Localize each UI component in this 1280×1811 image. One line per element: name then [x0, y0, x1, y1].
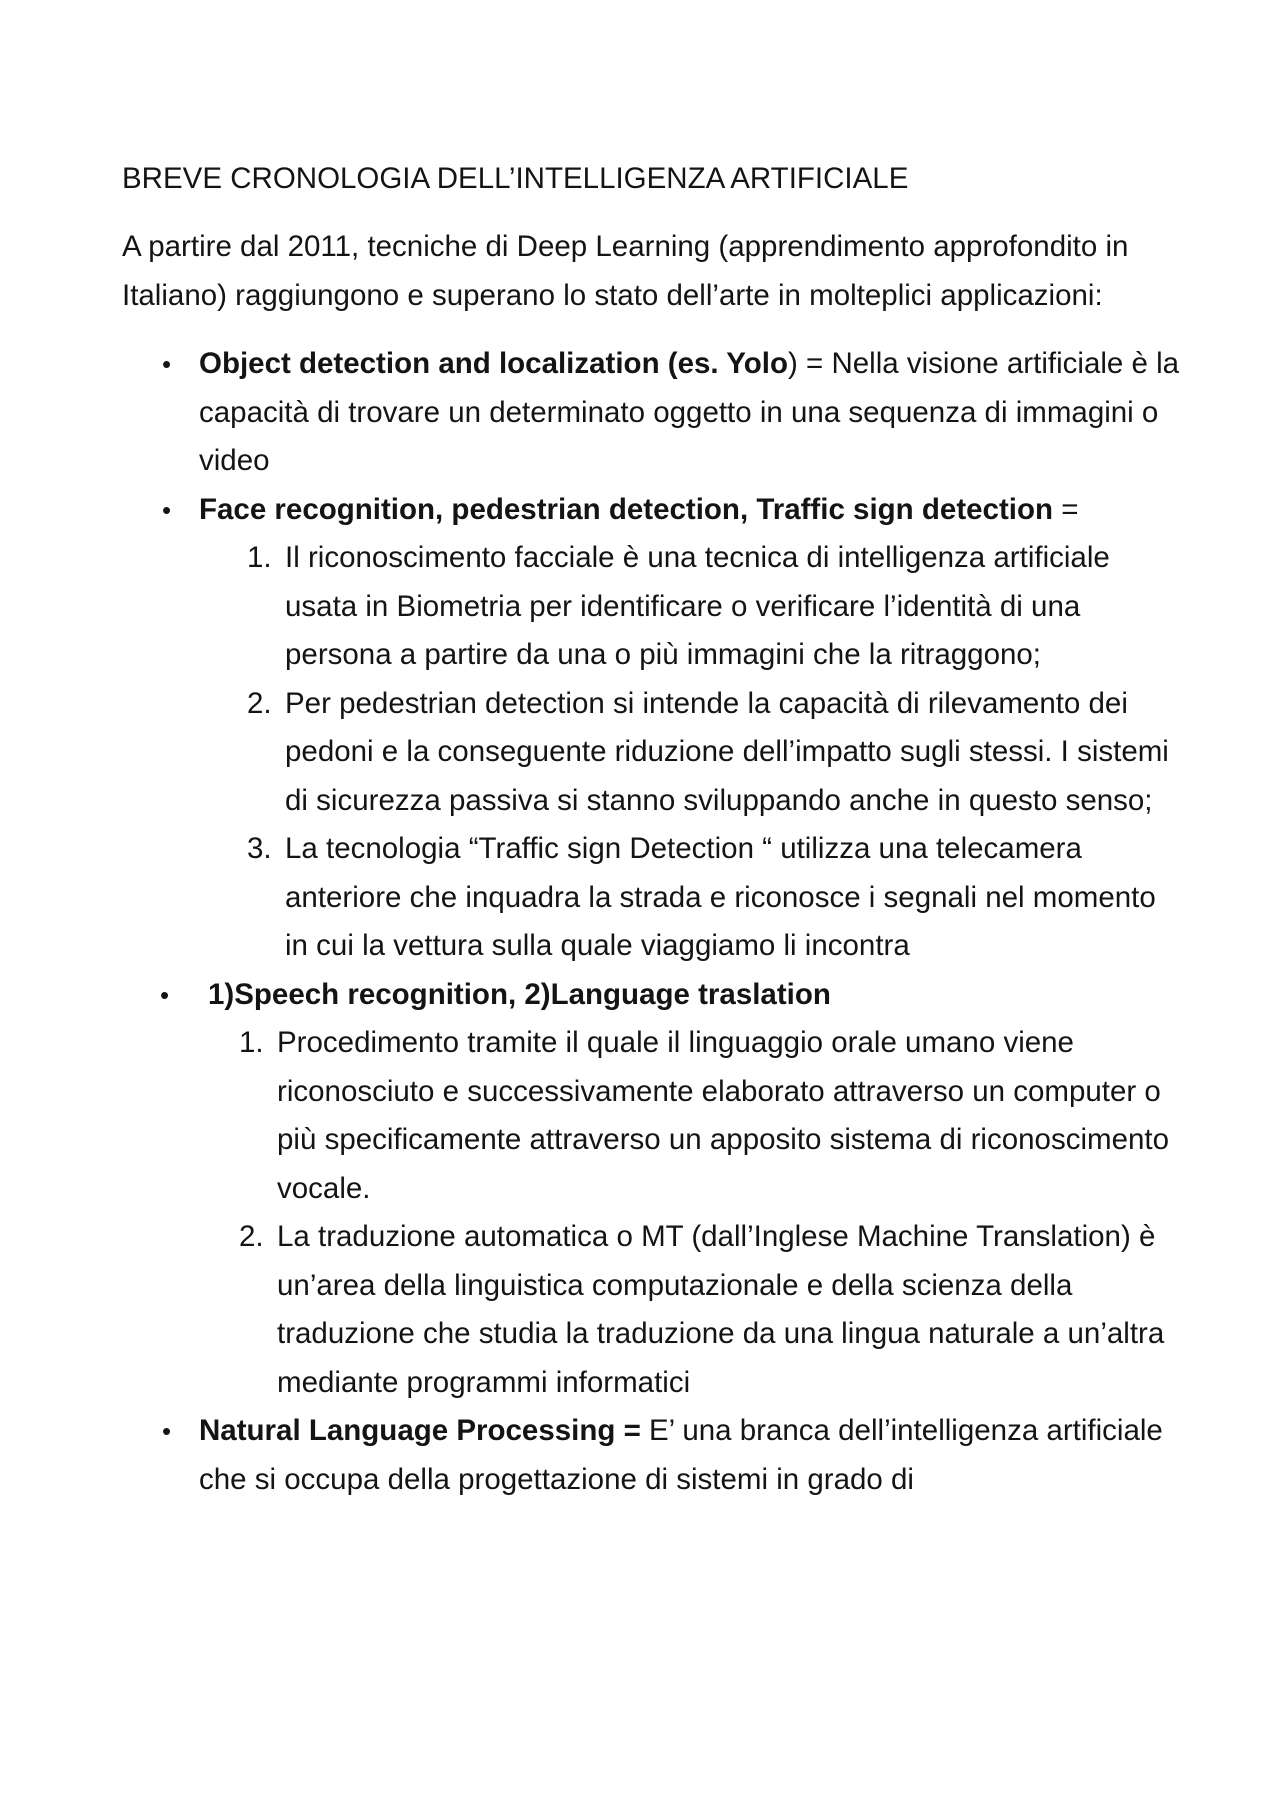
bullet-heading: Face recognition, pedestrian detection, Traffic sign detection: [199, 492, 1054, 526]
bullet-item-speech-recognition: [122, 971, 1182, 1408]
numbered-item: [199, 1019, 1182, 1213]
item-number: 3.: [247, 832, 272, 865]
bullet-text: =: [1053, 492, 1079, 526]
bullet-icon: •: [162, 1416, 172, 1446]
numbered-item: [199, 680, 1182, 826]
numbered-item: [199, 1213, 1182, 1407]
bullet-text: E’ una branca dell’intelligenza artificiale che si occupa della progettazione di sistemi in grado di: [199, 1414, 1163, 1496]
item-text: Per pedestrian detection si intende la capacità di rilevamento dei pedoni e la conseguente riduzione dell’impatto sugli stessi. I sistemi di sicurezza passiva si stanno sviluppando anche in questo senso;: [285, 686, 1169, 817]
bullet-item-object-detection: [122, 340, 1182, 486]
bullet-icon: •: [162, 494, 172, 525]
intro-paragraph: A partire dal 2011, tecniche di Deep Learning (apprendimento approfondito in Italiano) raggiungono e superano lo stato dell’arte in molteplici applicazioni:: [122, 230, 1129, 312]
bullet-text: ) = Nella visione artificiale è la capacità di trovare un determinato oggetto in una sequenza di immagini o video: [199, 347, 1180, 477]
item-number: 2.: [239, 1220, 264, 1253]
bullet-heading: Natural Language Processing =: [199, 1414, 641, 1447]
bullet-item-nlp: [122, 1407, 1182, 1504]
item-number: 1.: [239, 1026, 264, 1059]
item-number: 2.: [247, 686, 272, 720]
item-text: Procedimento tramite il quale il linguaggio orale umano viene riconosciuto e successivamente elaborato attraverso un computer o più specificamente attraverso un apposito sistema di riconoscimento vocale.: [277, 1026, 1170, 1205]
numbered-item: [199, 534, 1182, 680]
numbered-list: [199, 1019, 1182, 1407]
document-title: BREVE CRONOLOGIA DELL’INTELLIGENZA ARTIFICIALE: [122, 162, 909, 195]
item-number: 1.: [247, 541, 272, 574]
bullet-icon: •: [162, 349, 172, 379]
bullet-heading: Object detection and localization (es. Yolo: [199, 347, 789, 380]
bullet-icon: •: [160, 979, 170, 1010]
bullet-heading: 1)Speech recognition, 2)Language traslation: [208, 977, 831, 1011]
item-text: La tecnologia “Traffic sign Detection “ utilizza una telecamera anteriore che inquadra la strada e riconosce i segnali nel momento in cui la vettura sulla quale viaggiamo li incontra: [285, 832, 1156, 962]
item-text: Il riconoscimento facciale è una tecnica di intelligenza artificiale usata in Biometria per identificare o verificare l’identità di una persona a partire da una o più immagini che la ritraggono;: [285, 541, 1110, 671]
numbered-list: [199, 534, 1182, 971]
document-body: [122, 155, 1182, 1504]
bullet-list: [122, 340, 1182, 1504]
item-text: La traduzione automatica o MT (dall’Inglese Machine Translation) è un’area della linguistica computazionale e della scienza della traduzione che studia la traduzione da una lingua naturale a un’altra mediante programmi informatici: [277, 1220, 1165, 1399]
numbered-item: [199, 825, 1182, 971]
bullet-item-face-recognition: [122, 486, 1182, 971]
